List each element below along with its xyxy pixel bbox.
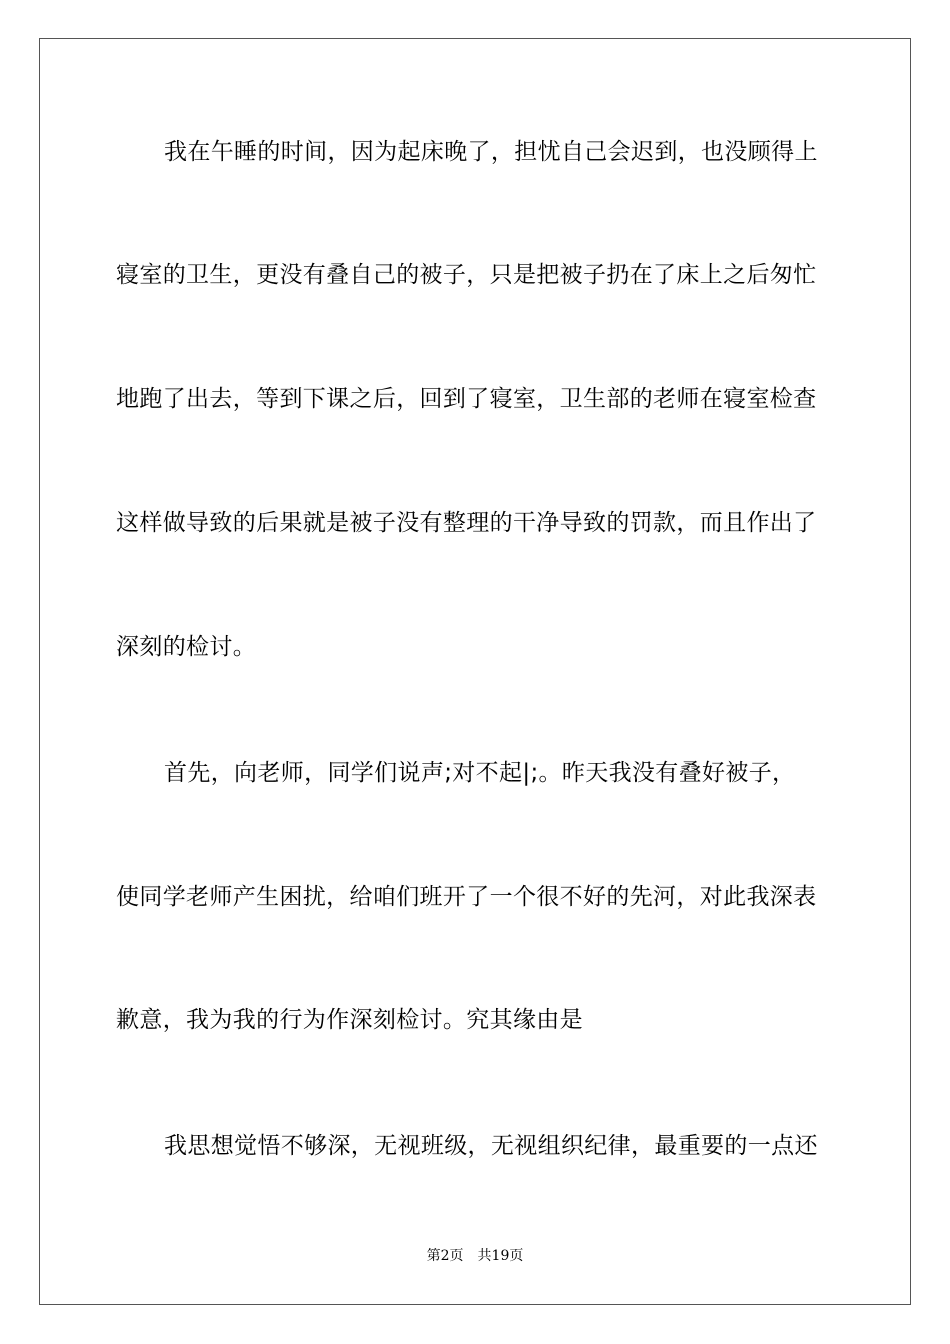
paragraph-line: 这样做导致的后果就是被子没有整理的干净导致的罚款，而且作出了 <box>116 510 817 536</box>
paragraph-line: 地跑了出去，等到下课之后，回到了寝室，卫生部的老师在寝室检查 <box>116 386 817 412</box>
page-number: 第2页 <box>426 1248 464 1264</box>
paragraph-line: 首先，向老师，同学们说声;对不起|;。昨天我没有叠好被子， <box>164 760 796 786</box>
paragraph-line: 歉意，我为我的行为作深刻检讨。究其缘由是 <box>116 1007 583 1033</box>
paragraph-line: 使同学老师产生困扰，给咱们班开了一个很不好的先河，对此我深表 <box>116 884 817 910</box>
page-border <box>39 38 911 1305</box>
paragraph-line: 深刻的检讨。 <box>116 634 257 660</box>
page-footer <box>0 1246 950 1266</box>
paragraph-line: 我在午睡的时间，因为起床晚了，担忧自己会迟到，也没顾得上 <box>164 139 818 165</box>
paragraph-line: 我思想觉悟不够深，无视班级，无视组织纪律，最重要的一点还 <box>164 1133 818 1159</box>
paragraph-line: 寝室的卫生，更没有叠自己的被子，只是把被子扔在了床上之后匆忙 <box>116 262 817 288</box>
page-total: 共19页 <box>477 1248 524 1264</box>
